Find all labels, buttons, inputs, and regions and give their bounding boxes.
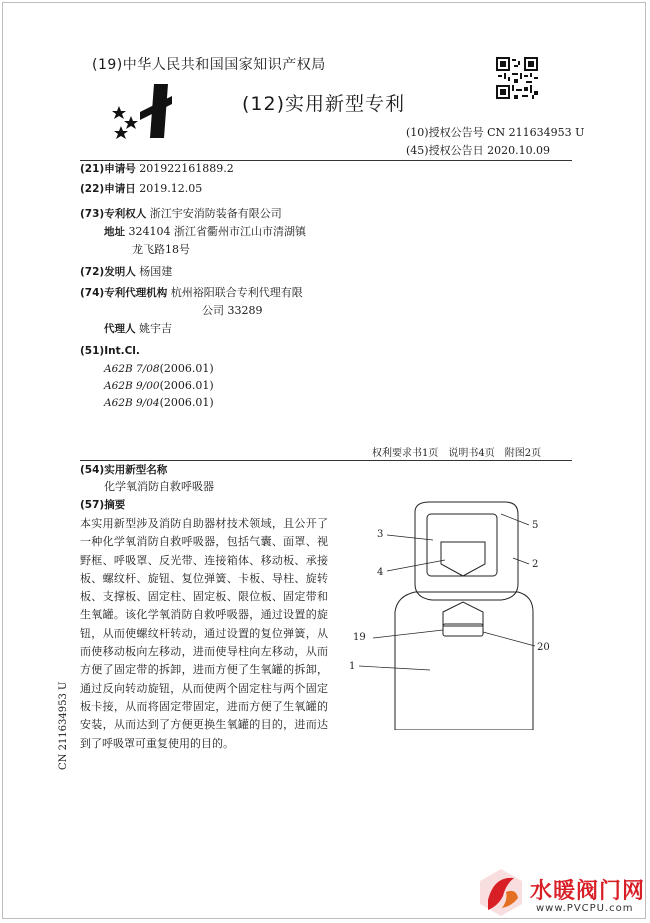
figure-label-2: 2 — [532, 559, 539, 570]
ipc-entry — [104, 377, 214, 395]
figure-air-bag — [395, 592, 533, 730]
patentee-label: (73)专利权人 — [80, 208, 147, 220]
watermark-logo-icon — [476, 866, 526, 918]
figure-respirator — [441, 542, 485, 576]
cnipa-emblem — [110, 82, 190, 140]
agency-line-2: 公司 33289 — [202, 304, 263, 317]
ipc-entry — [104, 394, 214, 412]
application-number: 201922161889.2 — [139, 162, 234, 175]
abstract-figure — [335, 500, 570, 730]
agency-line-1: 杭州裕阳联合专利代理有限 — [170, 286, 303, 299]
address-line-1: 324104 浙江省衢州市江山市清湖镇 — [128, 225, 306, 238]
inventor-row — [80, 263, 172, 281]
ipc-entry — [104, 360, 214, 378]
publication-number: (10)授权公告号 CN 211634953 U — [406, 126, 585, 139]
page-count-summary: 权利要求书1页 说明书4页 附图2页 — [372, 448, 542, 459]
application-date-label: (22)申请日 — [80, 183, 136, 195]
document-type: (12)实用新型专利 — [242, 93, 406, 115]
application-date-row — [80, 180, 202, 198]
application-number-label: (21)申请号 — [80, 163, 136, 175]
abstract-text: 本实用新型涉及消防自助器材技术领域，且公开了一种化学氧消防自救呼吸器，包括气囊、面罩、视野框、呼吸罩、反光带、连接箱体、移动板、承接板、螺纹杆、旋钮、复位弹簧、卡板、导柱、旋转板、支撑板、固定柱、固定板、限位板、固定带和生氧罐。该化学氧消防自救呼吸器，通过设置的旋钮，从而使螺纹杆转动，通过设置的复位弹簧，从而使移动板向左移动，进而使导柱向左移动，从而方便了固定带的拆卸，进而方便了生氧罐的拆卸，通过反向转动旋钮，从而使两个固定柱与两个固定板卡接，从而将固定带固定，进而方便了生氧罐的安装，从而达到了方便更换生氧罐的目的，进而达到了呼吸罩可重复使用的目的。 — [80, 517, 328, 750]
ipc-version: (2006.01) — [159, 396, 214, 409]
figure-label-5: 5 — [532, 520, 539, 531]
title-label-text: (54)实用新型名称 — [80, 464, 168, 476]
address-label: 地址 — [104, 226, 125, 238]
ipc-version: (2006.01) — [159, 379, 214, 392]
ipc-code: A62B 7/08 — [104, 363, 160, 375]
utility-model-title: 化学氧消防自救呼吸器 — [104, 480, 214, 493]
title-label — [80, 461, 167, 479]
figure-label-19: 19 — [353, 632, 366, 643]
inventor: 杨国建 — [139, 265, 173, 278]
agent-label: 代理人 — [104, 323, 136, 335]
figure-face-mask — [415, 502, 518, 600]
watermark-text: 水暖阀门网 — [530, 879, 646, 904]
watermark-url: www.PVCPU.com — [536, 903, 634, 914]
address-line-2: 龙飞路18号 — [132, 243, 190, 256]
ipc-label — [80, 342, 140, 360]
patentee-row — [80, 205, 282, 223]
agency-label: (74)专利代理机构 — [80, 287, 168, 299]
application-date: 2019.12.05 — [139, 182, 203, 195]
publication-date: (45)授权公告日 2020.10.09 — [406, 144, 551, 157]
agency-row — [80, 284, 303, 302]
figure-label-4: 4 — [377, 567, 384, 578]
ipc-version: (2006.01) — [159, 362, 214, 375]
agent: 姚宇吉 — [139, 322, 172, 335]
agent-row — [104, 320, 172, 338]
ipc-label-text: (51)Int.Cl. — [80, 345, 140, 357]
address-row — [104, 223, 306, 241]
figure-label-1: 1 — [349, 661, 356, 672]
figure-label-3: 3 — [377, 529, 384, 540]
application-number-row — [80, 160, 234, 178]
ipc-code: A62B 9/00 — [104, 380, 160, 392]
qr-code-icon — [496, 57, 538, 99]
figure-oxygen-canister — [443, 602, 483, 626]
patentee: 浙江宇安消防装备有限公司 — [149, 207, 282, 220]
ipc-code: A62B 9/04 — [104, 397, 160, 409]
inventor-label: (72)发明人 — [80, 266, 136, 278]
abstract-label-text: (57)摘要 — [80, 499, 126, 511]
figure-label-20: 20 — [537, 642, 550, 653]
abstract-label — [80, 496, 125, 514]
issuing-office: (19)中华人民共和国国家知识产权局 — [92, 57, 326, 73]
side-publication-number: CN 211634953 U — [58, 681, 69, 770]
figure-vision-frame — [427, 514, 497, 576]
